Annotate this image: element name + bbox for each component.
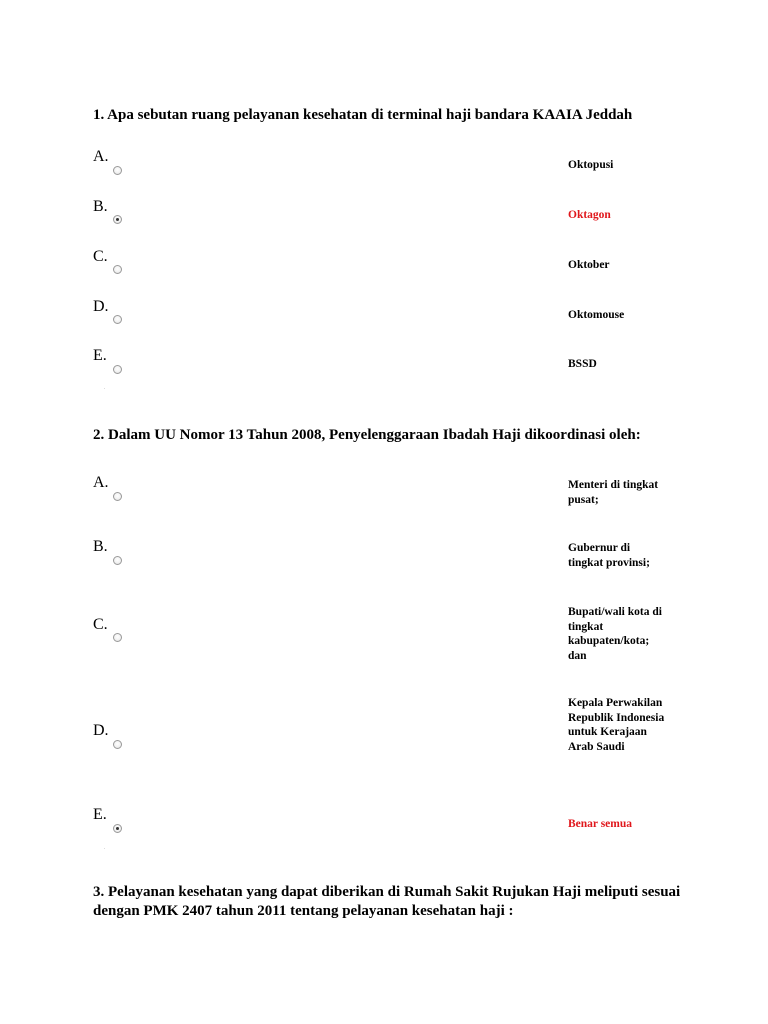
q2-option-a-answer: Menteri di tingkat pusat; bbox=[568, 479, 659, 506]
separator-dot bbox=[104, 848, 105, 849]
q2-option-e-radio[interactable] bbox=[113, 824, 122, 833]
q2-option-b-letter: B. bbox=[93, 538, 108, 555]
q1-option-e-answer: BSSD bbox=[568, 358, 597, 370]
q1-option-d-answer: Oktomouse bbox=[568, 309, 625, 321]
q1-option-d-radio[interactable] bbox=[113, 315, 122, 324]
q2-option-a-letter: A. bbox=[93, 474, 109, 491]
q1-option-a-letter: A. bbox=[93, 148, 109, 165]
q1-option-b-answer: Oktagon bbox=[568, 209, 611, 221]
q2-option-d-letter: D. bbox=[93, 722, 109, 739]
q2-option-e-letter: E. bbox=[93, 806, 107, 823]
question-2-text: 2. Dalam UU Nomor 13 Tahun 2008, Penyelenggaraan Ibadah Haji dikoordinasi oleh: bbox=[93, 427, 641, 443]
q1-option-d-letter: D. bbox=[93, 298, 109, 315]
question-1-text: 1. Apa sebutan ruang pelayanan kesehatan di terminal haji bandara KAAIA Jeddah bbox=[93, 107, 633, 123]
q1-option-e-letter: E. bbox=[93, 347, 107, 364]
q2-option-b-answer: Gubernur di tingkat provinsi; bbox=[568, 542, 650, 569]
q2-option-c-answer: Bupati/wali kota di tingkat kabupaten/kota; dan bbox=[568, 606, 662, 662]
q2-option-d-radio[interactable] bbox=[113, 740, 122, 749]
q2-option-e-answer: Benar semua bbox=[568, 818, 632, 830]
q1-option-c-answer: Oktober bbox=[568, 259, 610, 271]
q2-option-c-radio[interactable] bbox=[113, 633, 122, 642]
q1-option-c-radio[interactable] bbox=[113, 265, 122, 274]
separator-dot bbox=[104, 388, 105, 389]
q1-option-c-letter: C. bbox=[93, 248, 108, 265]
q2-option-b-radio[interactable] bbox=[113, 556, 122, 565]
question-3-text: 3. Pelayanan kesehatan yang dapat diberikan di Rumah Sakit Rujukan Haji meliputi sesuai dengan PMK 2407 tahun 2011 tentang pelayanan kesehatan haji : bbox=[93, 884, 681, 919]
q1-option-b-letter: B. bbox=[93, 198, 108, 215]
q1-option-e-radio[interactable] bbox=[113, 365, 122, 374]
q2-option-d-answer: Kepala Perwakilan Republik Indonesia untuk Kerajaan Arab Saudi bbox=[568, 697, 665, 753]
q2-option-c-letter: C. bbox=[93, 616, 108, 633]
q1-option-a-answer: Oktopusi bbox=[568, 159, 614, 171]
q1-option-a-radio[interactable] bbox=[113, 166, 122, 175]
q2-option-a-radio[interactable] bbox=[113, 492, 122, 501]
q1-option-b-radio[interactable] bbox=[113, 215, 122, 224]
